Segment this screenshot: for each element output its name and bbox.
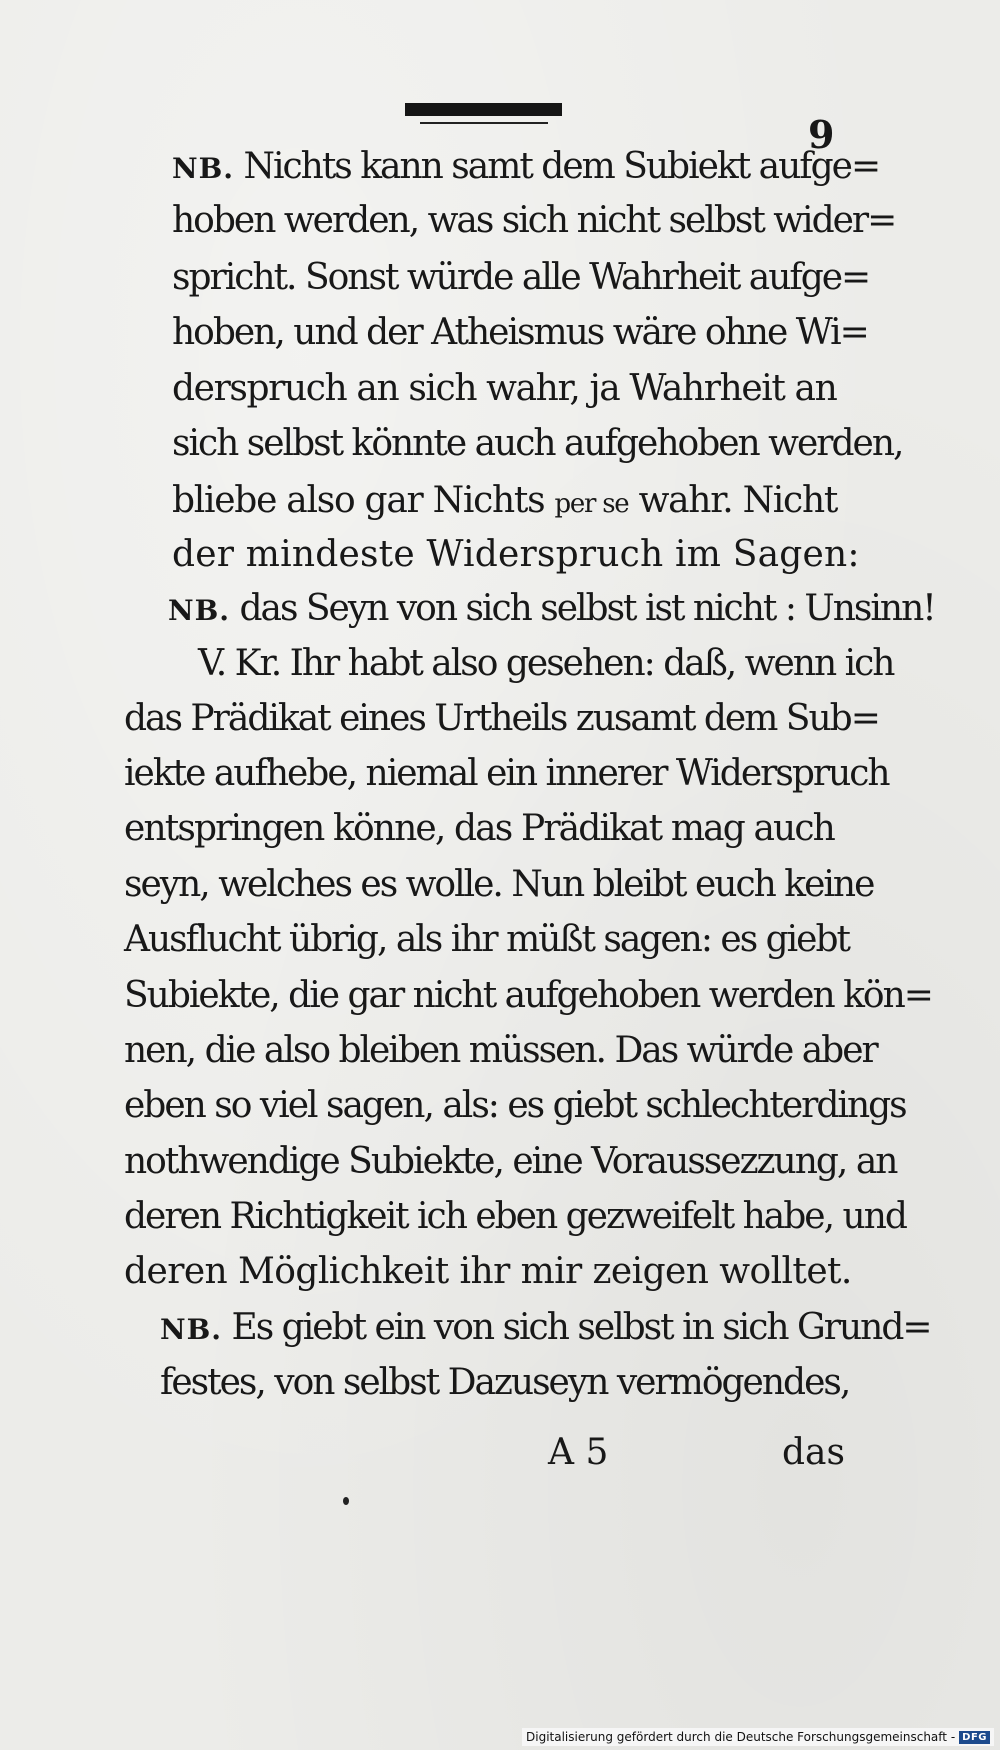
text-line xyxy=(172,530,860,580)
text-line-content: iekte aufhebe, niemal ein innerer Widerspruch xyxy=(124,753,889,794)
text-line xyxy=(124,1192,906,1242)
text-line-content: das Prädikat eines Urtheils zusamt dem Sub= xyxy=(124,698,879,739)
text-line-content: festes, von selbst Dazuseyn vermögendes, xyxy=(160,1362,850,1403)
text-line-content: hoben werden, was sich nicht selbst wider= xyxy=(172,200,896,241)
text-line xyxy=(124,860,873,910)
dfg-logo: DFG xyxy=(959,1731,990,1744)
header-thin-rule xyxy=(420,122,548,124)
text-line xyxy=(172,419,902,469)
text-line-content: der mindeste Widerspruch im Sagen: xyxy=(172,534,860,575)
text-line-content: spricht. Sonst würde alle Wahrheit aufge= xyxy=(172,257,870,298)
text-line xyxy=(172,142,879,194)
text-line-content: Subiekte, die gar nicht aufgehoben werden kön= xyxy=(124,975,932,1016)
text-line xyxy=(124,804,834,854)
catchword: das xyxy=(782,1432,845,1473)
text-line-content: eben so viel sagen, als: es giebt schlechterdings xyxy=(124,1085,906,1126)
latin-phrase: per se xyxy=(554,489,629,519)
text-line-content: derspruch an sich wahr, ja Wahrheit an xyxy=(172,368,837,409)
digitization-footer xyxy=(522,1728,994,1746)
text-line xyxy=(124,971,932,1021)
text-line xyxy=(160,1358,849,1408)
text-line-content: bliebe also gar Nichts xyxy=(172,480,555,521)
footer-credit-text: Digitalisierung gefördert durch die Deutsche Forschungsgemeinschaft - xyxy=(526,1730,956,1744)
nota-bene-marker: NB. xyxy=(172,152,235,185)
text-line-content: entspringen könne, das Prädikat mag auch xyxy=(124,808,834,849)
text-line-content: V. Kr. Ihr habt also gesehen: daß, wenn ich xyxy=(198,643,894,684)
page-number: 9 xyxy=(808,112,835,157)
text-line xyxy=(168,584,935,636)
text-line-content: hoben, und der Atheismus wäre ohne Wi= xyxy=(172,312,868,353)
text-line xyxy=(124,749,889,799)
text-line xyxy=(124,915,849,965)
text-line-content: seyn, welches es wolle. Nun bleibt euch keine xyxy=(124,864,874,905)
text-line-content: Es giebt ein von sich selbst in sich Grund= xyxy=(222,1307,931,1348)
text-line xyxy=(172,253,869,303)
text-line-content: Nichts kann samt dem Subiekt aufge= xyxy=(234,146,880,187)
signature-mark: A 5 xyxy=(548,1432,609,1473)
ink-speck xyxy=(343,1497,349,1505)
nota-bene-marker: NB. xyxy=(168,594,231,627)
text-line-content: Ausflucht übrig, als ihr müßt sagen: es giebt xyxy=(124,919,849,960)
text-line-content: nothwendige Subiekte, eine Voraussezzung, an xyxy=(124,1141,897,1182)
text-line xyxy=(124,1247,852,1297)
text-line xyxy=(124,1081,906,1131)
text-line-content: sich selbst könnte auch aufgehoben werden, xyxy=(172,423,903,464)
text-line xyxy=(160,1303,931,1355)
text-line xyxy=(172,196,895,246)
text-line xyxy=(172,308,868,358)
text-line-content: wahr. Nicht xyxy=(628,480,838,521)
text-line xyxy=(198,639,893,689)
text-line-content: das Seyn von sich selbst ist nicht : Unsinn! xyxy=(230,588,935,629)
text-line-content: nen, die also bleiben müssen. Das würde aber xyxy=(124,1030,877,1071)
text-line xyxy=(124,694,879,744)
text-line-content: deren Möglichkeit ihr mir zeigen wolltet. xyxy=(124,1251,852,1292)
header-ornament-rule xyxy=(405,103,562,116)
text-line xyxy=(172,364,836,414)
text-line xyxy=(124,1137,896,1187)
text-line xyxy=(124,1026,877,1076)
text-line-content: deren Richtigkeit ich eben gezweifelt habe, und xyxy=(124,1196,906,1237)
text-line xyxy=(172,476,837,529)
nota-bene-marker: NB. xyxy=(160,1313,223,1346)
